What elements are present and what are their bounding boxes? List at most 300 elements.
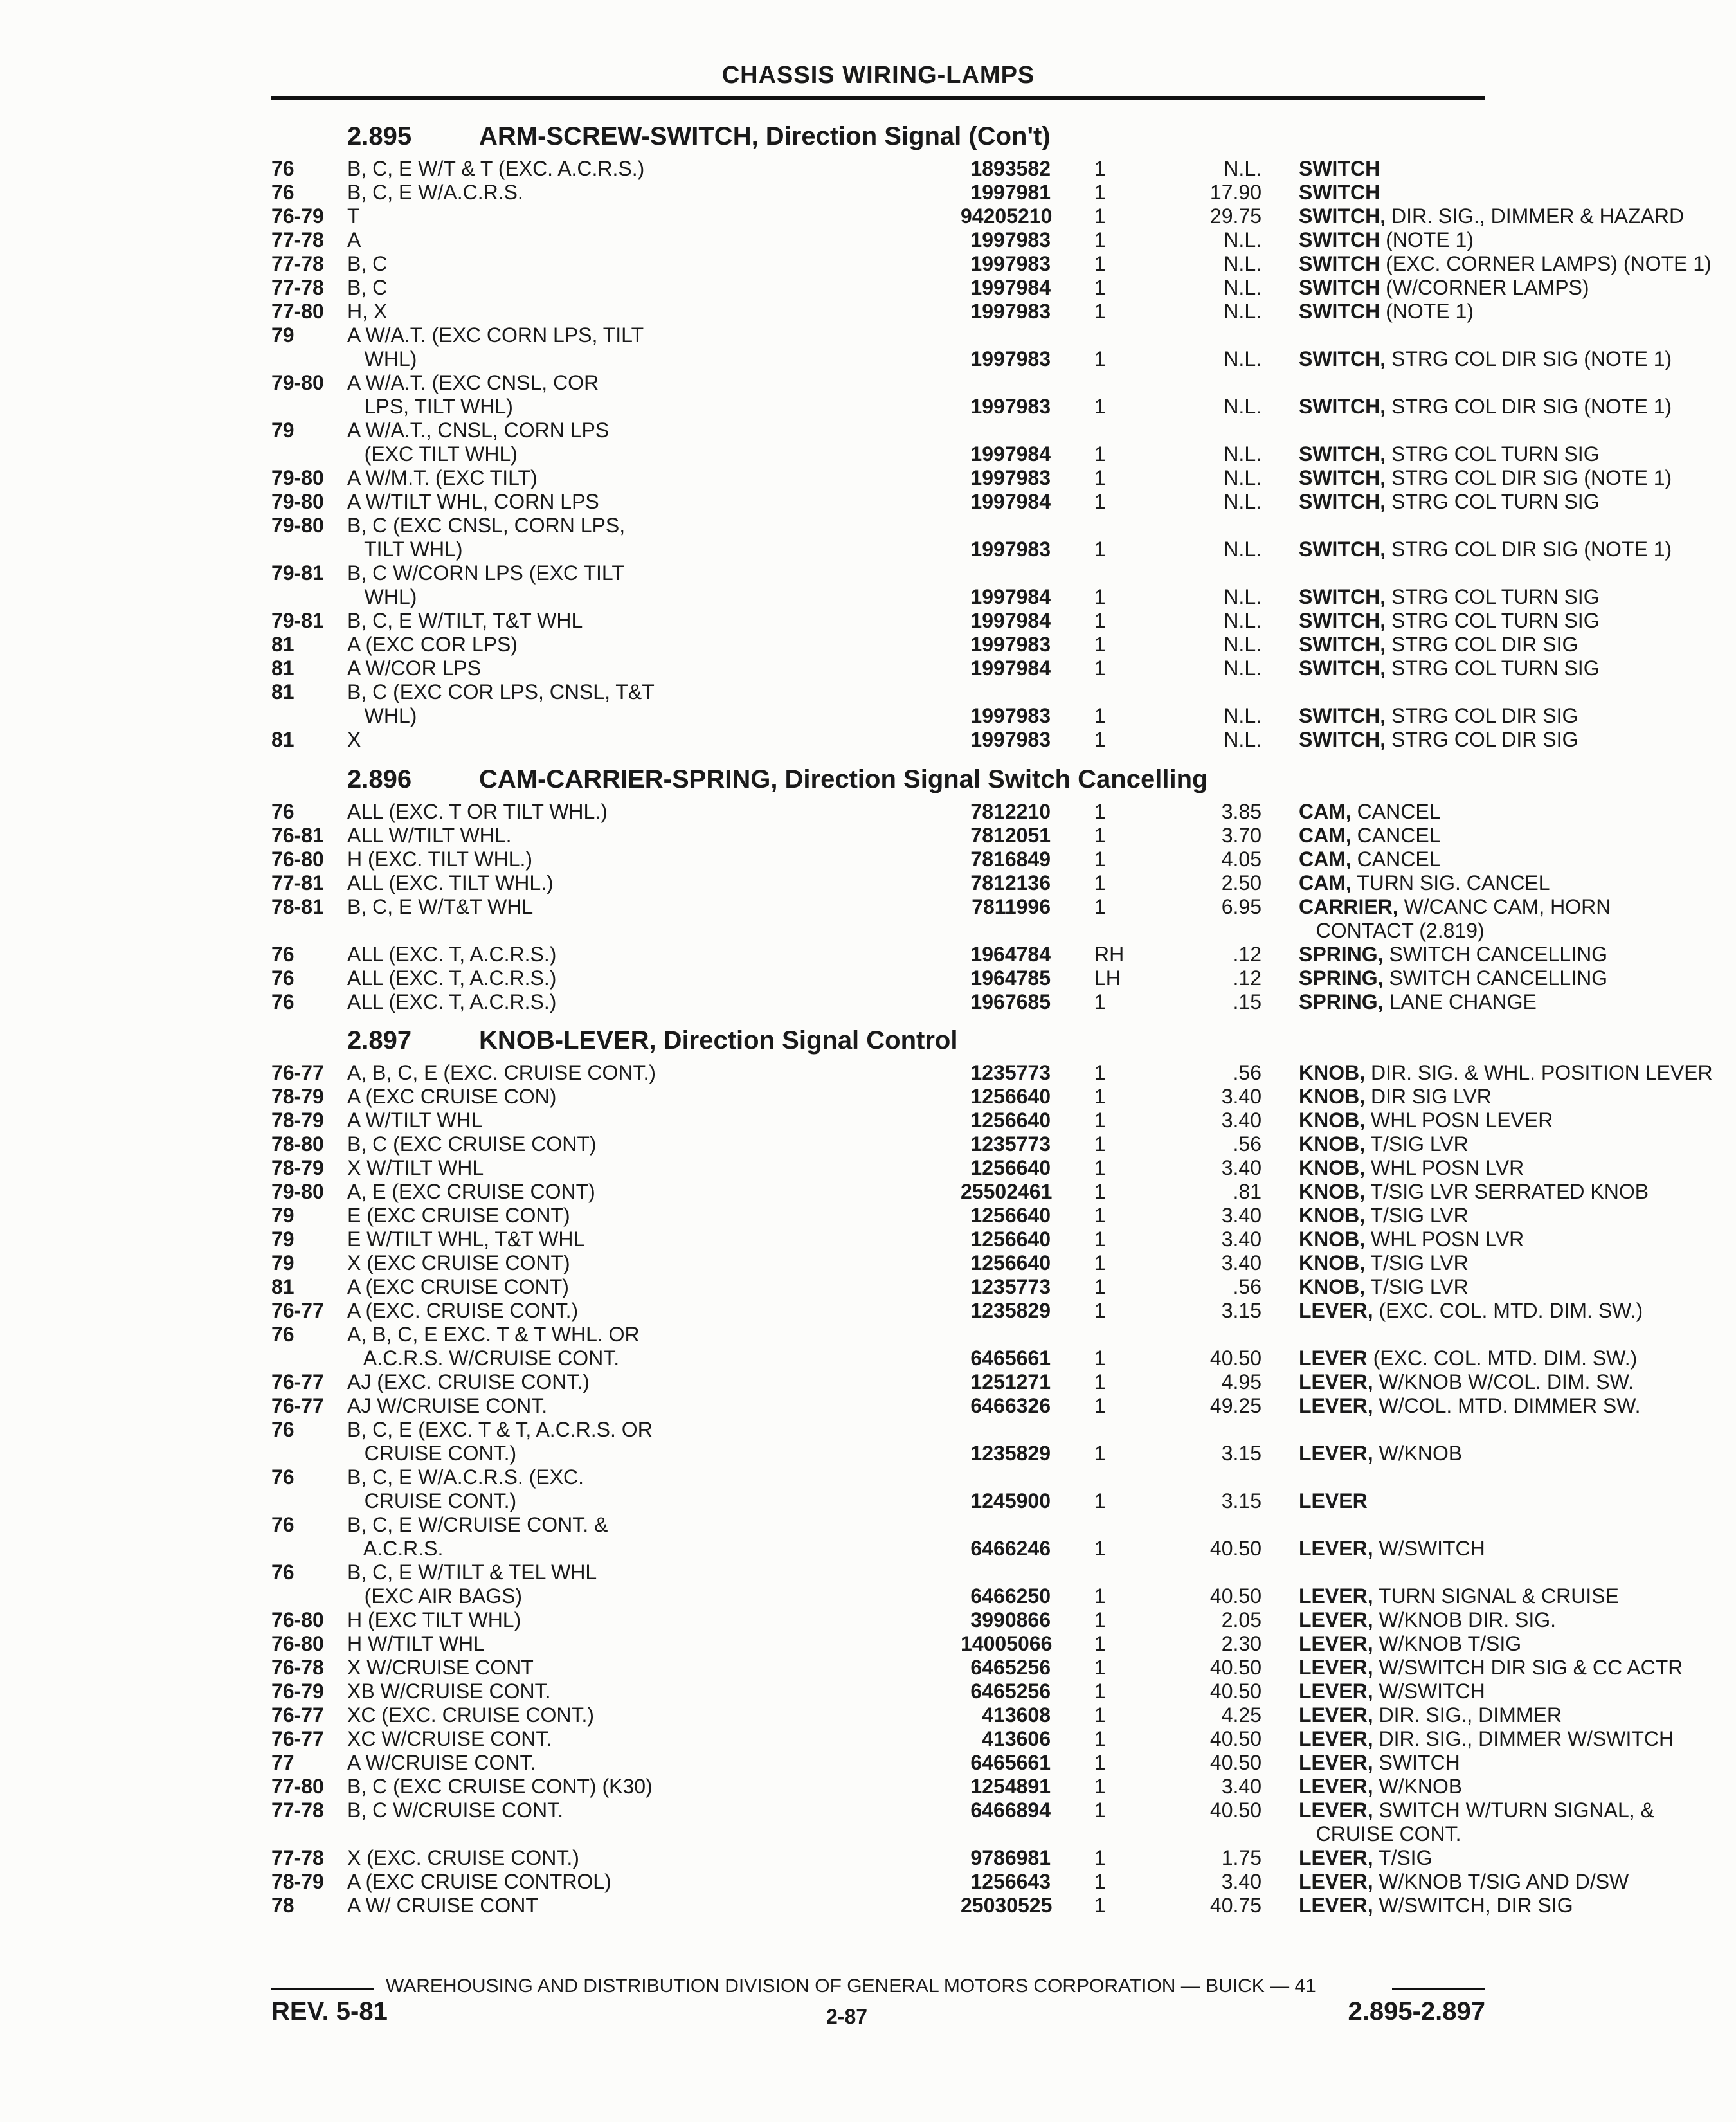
description-cell xyxy=(1299,1085,1736,1108)
description-cell xyxy=(1299,1347,1736,1370)
quantity-cell: 1 xyxy=(1094,252,1106,275)
quantity-cell: LH xyxy=(1094,966,1121,990)
table-row xyxy=(271,848,1485,871)
quantity-cell: 1 xyxy=(1094,1846,1106,1869)
model-cell: A, E (EXC CRUISE CONT) xyxy=(347,1180,595,1203)
description-detail: (EXC. COL. MTD. DIM. SW.) xyxy=(1367,1347,1638,1370)
description-keyword: LEVER, xyxy=(1299,1537,1373,1560)
table-row xyxy=(271,1775,1485,1798)
part-number-cell: 25030525 xyxy=(961,1894,1053,1917)
part-number-cell: 1256640 xyxy=(970,1228,1051,1251)
price-cell: N.L. xyxy=(1224,276,1261,299)
table-row xyxy=(271,1489,1485,1512)
part-number-cell: 1235773 xyxy=(970,1275,1051,1298)
part-number-cell: 1245900 xyxy=(970,1489,1051,1512)
description-cell xyxy=(1299,1275,1736,1298)
part-number-cell: 413606 xyxy=(982,1727,1051,1750)
year-cell: 79-80 xyxy=(271,371,324,394)
part-number-cell: 413608 xyxy=(982,1703,1051,1727)
part-number-cell: 25502461 xyxy=(961,1180,1053,1203)
table-row xyxy=(271,1680,1485,1703)
price-cell: N.L. xyxy=(1224,490,1261,513)
model-cell: A W/TILT WHL xyxy=(347,1109,483,1132)
model-cell: A W/TILT WHL, CORN LPS xyxy=(347,490,599,513)
part-number-cell: 1256640 xyxy=(970,1251,1051,1274)
price-cell: 40.50 xyxy=(1209,1584,1261,1608)
price-cell: N.L. xyxy=(1224,704,1261,727)
table-row xyxy=(271,657,1600,680)
quantity-cell: 1 xyxy=(1094,1156,1106,1179)
description-keyword: KNOB, xyxy=(1299,1275,1366,1298)
description-keyword: SPRING, xyxy=(1299,966,1384,990)
description-cell xyxy=(1299,1775,1736,1798)
description-cell xyxy=(1299,252,1736,275)
table-row xyxy=(271,300,1485,323)
model-cell: B, C, E (EXC. T & T, A.C.R.S. OR xyxy=(347,1418,653,1441)
quantity-cell: 1 xyxy=(1094,704,1106,727)
description-keyword: SWITCH, xyxy=(1299,704,1386,727)
table-row xyxy=(271,395,1672,418)
footer-revision: REV. 5-81 xyxy=(271,1997,388,2026)
price-cell: .81 xyxy=(1233,1180,1261,1203)
model-cell: X W/CRUISE CONT xyxy=(347,1656,534,1679)
year-cell: 76-77 xyxy=(271,1727,324,1750)
quantity-cell: 1 xyxy=(1094,490,1106,513)
table-row xyxy=(271,1370,1634,1393)
description-keyword: SWITCH, xyxy=(1299,585,1386,608)
description-detail: STRG COL DIR SIG xyxy=(1386,704,1578,727)
price-cell: 40.50 xyxy=(1209,1656,1261,1679)
header-rule xyxy=(271,96,1485,100)
quantity-cell: 1 xyxy=(1094,1085,1106,1108)
description-keyword: LEVER, xyxy=(1299,1680,1373,1703)
part-number-cell: 1997984 xyxy=(970,490,1051,513)
description-cell xyxy=(1299,919,1736,942)
year-cell: 76-77 xyxy=(271,1703,324,1727)
year-cell: 79-81 xyxy=(271,609,324,632)
table-row xyxy=(271,1751,1485,1774)
description-detail: DIR SIG LVR xyxy=(1365,1085,1492,1108)
description-keyword: SWITCH, xyxy=(1299,538,1386,561)
table-row xyxy=(271,1061,1713,1084)
year-cell: 76-81 xyxy=(271,824,324,847)
model-cell: A W/A.T., CNSL, CORN LPS xyxy=(347,419,610,442)
price-cell: N.L. xyxy=(1224,538,1261,561)
part-number-cell: 7812051 xyxy=(970,824,1051,847)
year-cell: 79-80 xyxy=(271,1180,324,1203)
table-row xyxy=(271,1347,1638,1370)
price-cell: 3.40 xyxy=(1221,1251,1261,1274)
price-cell: N.L. xyxy=(1224,466,1261,489)
section-title xyxy=(347,122,1051,151)
part-number-cell: 9786981 xyxy=(970,1846,1051,1869)
quantity-cell: 1 xyxy=(1094,1394,1106,1417)
quantity-cell: 1 xyxy=(1094,1347,1106,1370)
description-keyword: LEVER, xyxy=(1299,1846,1373,1869)
quantity-cell: 1 xyxy=(1094,1799,1106,1822)
description-cell xyxy=(1299,466,1736,489)
table-row xyxy=(271,419,1485,442)
part-number-cell: 1997983 xyxy=(970,252,1051,275)
description-keyword: SWITCH xyxy=(1299,276,1380,299)
description-keyword: CAM, xyxy=(1299,871,1352,894)
description-keyword: KNOB, xyxy=(1299,1109,1366,1132)
section-number: 2.896 xyxy=(347,765,412,793)
price-cell: 2.50 xyxy=(1221,871,1261,894)
part-number-cell: 1997983 xyxy=(970,633,1051,656)
description-cell xyxy=(1299,1727,1736,1750)
part-number-cell: 14005066 xyxy=(961,1632,1053,1655)
description-keyword: LEVER, xyxy=(1299,1632,1373,1655)
table-row xyxy=(271,1132,1485,1156)
model-cell: A W/M.T. (EXC TILT) xyxy=(347,466,538,489)
quantity-cell: 1 xyxy=(1094,657,1106,680)
year-cell: 76 xyxy=(271,157,294,180)
description-detail: T/SIG LVR xyxy=(1365,1132,1469,1156)
description-keyword: KNOB, xyxy=(1299,1228,1366,1251)
part-number-cell: 1235773 xyxy=(970,1061,1051,1084)
description-detail: STRG COL TURN SIG xyxy=(1386,490,1600,513)
table-row xyxy=(271,800,1485,823)
table-row xyxy=(271,943,1608,966)
price-cell: 40.50 xyxy=(1209,1347,1261,1370)
section-title xyxy=(347,1026,957,1055)
table-row xyxy=(271,871,1550,894)
year-cell: 81 xyxy=(271,1275,294,1298)
description-keyword: SWITCH xyxy=(1299,181,1380,204)
model-cell: B, C, E W/TILT & TEL WHL xyxy=(347,1561,597,1584)
price-cell: N.L. xyxy=(1224,300,1261,323)
description-detail: STRG COL DIR SIG xyxy=(1386,633,1578,656)
quantity-cell: 1 xyxy=(1094,1775,1106,1798)
description-detail: W/KNOB T/SIG xyxy=(1373,1632,1522,1655)
model-cell: A W/A.T. (EXC CORN LPS, TILT xyxy=(347,323,644,347)
model-cell: A (EXC COR LPS) xyxy=(347,633,518,656)
model-cell: A (EXC. CRUISE CONT.) xyxy=(347,1299,579,1322)
table-row xyxy=(271,1822,1485,1845)
table-row xyxy=(271,585,1600,608)
quantity-cell: 1 xyxy=(1094,1656,1106,1679)
model-cell: ALL (EXC. TILT WHL.) xyxy=(347,871,554,894)
description-cell xyxy=(1299,1442,1736,1465)
model-cell: B, C, E W/TILT, T&T WHL xyxy=(347,609,583,632)
description-detail: CRUISE CONT. xyxy=(1299,1822,1461,1845)
description-keyword: CAM, xyxy=(1299,824,1352,847)
model-cell: B, C (EXC CNSL, CORN LPS, xyxy=(347,514,626,537)
model-cell: ALL (EXC. T OR TILT WHL.) xyxy=(347,800,608,823)
table-row xyxy=(271,204,1685,228)
model-cell: CRUISE CONT.) xyxy=(347,1489,517,1512)
part-number-cell: 1256643 xyxy=(970,1870,1051,1893)
model-cell: B, C (EXC CRUISE CONT) (K30) xyxy=(347,1775,653,1798)
table-row xyxy=(271,1109,1553,1132)
year-cell: 76 xyxy=(271,943,294,966)
description-cell xyxy=(1299,1228,1736,1251)
table-row xyxy=(271,895,1611,918)
year-cell: 77-78 xyxy=(271,276,324,299)
description-keyword: LEVER, xyxy=(1299,1775,1373,1798)
description-keyword: SWITCH, xyxy=(1299,609,1386,632)
year-cell: 78-79 xyxy=(271,1870,324,1893)
description-detail: SWITCH W/TURN SIGNAL, & xyxy=(1373,1799,1654,1822)
table-row xyxy=(271,1465,1485,1489)
description-keyword: LEVER, xyxy=(1299,1727,1373,1750)
year-cell: 76-77 xyxy=(271,1370,324,1393)
description-cell xyxy=(1299,1608,1736,1631)
model-cell: B, C, E W/T & T (EXC. A.C.R.S.) xyxy=(347,157,645,180)
table-row xyxy=(271,1251,1485,1274)
model-cell: WHL) xyxy=(347,585,417,608)
table-row xyxy=(271,561,1485,585)
description-cell xyxy=(1299,157,1736,180)
description-cell xyxy=(1299,1370,1736,1393)
price-cell: 2.30 xyxy=(1221,1632,1261,1655)
description-keyword: LEVER xyxy=(1299,1347,1368,1370)
table-row xyxy=(271,1323,1485,1346)
description-cell xyxy=(1299,1132,1736,1156)
price-cell: 3.40 xyxy=(1221,1156,1261,1179)
description-keyword: SWITCH xyxy=(1299,252,1380,275)
price-cell: 2.05 xyxy=(1221,1608,1261,1631)
price-cell: 3.40 xyxy=(1221,1775,1261,1798)
quantity-cell: RH xyxy=(1094,943,1125,966)
quantity-cell: 1 xyxy=(1094,1489,1106,1512)
description-detail: WHL POSN LVR xyxy=(1365,1228,1524,1251)
section-number: 2.895 xyxy=(347,122,412,150)
description-keyword: CARRIER, xyxy=(1299,895,1398,918)
description-detail: STRG COL TURN SIG xyxy=(1386,657,1600,680)
model-cell: WHL) xyxy=(347,347,417,370)
description-cell xyxy=(1299,1680,1736,1703)
quantity-cell: 1 xyxy=(1094,1370,1106,1393)
model-cell: B, C (EXC CRUISE CONT) xyxy=(347,1132,597,1156)
description-detail: T/SIG LVR xyxy=(1365,1275,1469,1298)
part-number-cell: 6465661 xyxy=(970,1751,1051,1774)
description-detail: W/KNOB T/SIG AND D/SW xyxy=(1373,1870,1629,1893)
table-row xyxy=(271,371,1485,394)
part-number-cell: 1997981 xyxy=(970,181,1051,204)
quantity-cell: 1 xyxy=(1094,1061,1106,1084)
description-detail: CANCEL xyxy=(1351,824,1441,847)
description-cell xyxy=(1299,1751,1736,1774)
year-cell: 76 xyxy=(271,1513,294,1536)
table-row xyxy=(271,1275,1485,1298)
description-keyword: LEVER, xyxy=(1299,1584,1373,1608)
description-detail: STRG COL DIR SIG (NOTE 1) xyxy=(1386,347,1672,370)
description-detail: DIR. SIG., DIMMER xyxy=(1373,1703,1562,1727)
year-cell: 76-77 xyxy=(271,1394,324,1417)
year-cell: 81 xyxy=(271,680,294,703)
quantity-cell: 1 xyxy=(1094,1204,1106,1227)
description-detail: W/KNOB xyxy=(1373,1442,1463,1465)
description-cell xyxy=(1299,824,1736,847)
description-cell xyxy=(1299,633,1736,656)
table-row xyxy=(271,1894,1573,1917)
part-number-cell: 1254891 xyxy=(970,1775,1051,1798)
price-cell: 40.50 xyxy=(1209,1751,1261,1774)
part-number-cell: 1997983 xyxy=(970,728,1051,751)
description-cell xyxy=(1299,181,1736,204)
footer-section-range: 2.895-2.897 xyxy=(1348,1997,1485,2026)
model-cell: T xyxy=(347,204,360,228)
description-keyword: LEVER, xyxy=(1299,1608,1373,1631)
model-cell: A W/ CRUISE CONT xyxy=(347,1894,538,1917)
part-number-cell: 1997983 xyxy=(970,466,1051,489)
quantity-cell: 1 xyxy=(1094,728,1106,751)
price-cell: .12 xyxy=(1233,966,1261,990)
description-detail: W/SWITCH DIR SIG & CC ACTR xyxy=(1373,1656,1683,1679)
description-detail: DIR. SIG., DIMMER & HAZARD xyxy=(1386,204,1685,228)
quantity-cell: 1 xyxy=(1094,442,1106,466)
description-keyword: SWITCH, xyxy=(1299,728,1386,751)
description-cell xyxy=(1299,1656,1736,1679)
quantity-cell: 1 xyxy=(1094,276,1106,299)
model-cell: ALL W/TILT WHL. xyxy=(347,824,512,847)
table-row xyxy=(271,490,1600,513)
year-cell: 76-80 xyxy=(271,848,324,871)
description-cell xyxy=(1299,1489,1736,1512)
price-cell: N.L. xyxy=(1224,442,1261,466)
quantity-cell: 1 xyxy=(1094,1680,1106,1703)
model-cell: B, C W/CRUISE CONT. xyxy=(347,1799,564,1822)
table-row xyxy=(271,1727,1674,1750)
year-cell: 77-80 xyxy=(271,1775,324,1798)
description-keyword: LEVER, xyxy=(1299,1394,1373,1417)
description-keyword: SPRING, xyxy=(1299,943,1384,966)
description-detail: WHL POSN LVR xyxy=(1365,1156,1524,1179)
quantity-cell: 1 xyxy=(1094,1228,1106,1251)
quantity-cell: 1 xyxy=(1094,1703,1106,1727)
description-detail: W/KNOB xyxy=(1373,1775,1463,1798)
year-cell: 79-81 xyxy=(271,561,324,585)
table-row xyxy=(271,1299,1643,1322)
description-cell xyxy=(1299,895,1736,918)
section-name: ARM-SCREW-SWITCH, Direction Signal (Con't) xyxy=(479,122,1051,150)
model-cell: X (EXC. CRUISE CONT.) xyxy=(347,1846,579,1869)
description-detail: STRG COL DIR SIG (NOTE 1) xyxy=(1386,395,1672,418)
table-row xyxy=(271,1846,1485,1869)
section-number: 2.897 xyxy=(347,1026,412,1055)
description-detail: STRG COL DIR SIG xyxy=(1386,728,1578,751)
table-row xyxy=(271,252,1712,275)
description-cell xyxy=(1299,1632,1736,1655)
description-keyword: KNOB, xyxy=(1299,1132,1366,1156)
price-cell: 40.50 xyxy=(1209,1537,1261,1560)
table-row xyxy=(271,1442,1485,1465)
table-row xyxy=(271,1204,1485,1227)
model-cell: A xyxy=(347,228,361,251)
model-cell: XC (EXC. CRUISE CONT.) xyxy=(347,1703,595,1727)
description-keyword: SWITCH, xyxy=(1299,490,1386,513)
description-keyword: CAM, xyxy=(1299,800,1352,823)
price-cell: 40.50 xyxy=(1209,1680,1261,1703)
price-cell: 49.25 xyxy=(1209,1394,1261,1417)
table-row xyxy=(271,228,1485,251)
description-detail: SWITCH CANCELLING xyxy=(1383,943,1608,966)
price-cell: .56 xyxy=(1233,1061,1261,1084)
description-keyword: SWITCH, xyxy=(1299,657,1386,680)
year-cell: 76-77 xyxy=(271,1299,324,1322)
table-row xyxy=(271,347,1672,370)
description-keyword: KNOB, xyxy=(1299,1204,1366,1227)
table-row xyxy=(271,1085,1492,1108)
part-number-cell: 6465256 xyxy=(970,1656,1051,1679)
model-cell: X (EXC CRUISE CONT) xyxy=(347,1251,570,1274)
description-keyword: SWITCH xyxy=(1299,300,1380,323)
footer-rule-right xyxy=(1392,1988,1485,1990)
part-number-cell: 3990866 xyxy=(970,1608,1051,1631)
description-detail: DIR. SIG., DIMMER W/SWITCH xyxy=(1373,1727,1674,1750)
description-cell xyxy=(1299,1204,1736,1227)
price-cell: 4.95 xyxy=(1221,1370,1261,1393)
model-cell: A (EXC CRUISE CONTROL) xyxy=(347,1870,611,1893)
description-detail: STRG COL TURN SIG xyxy=(1386,609,1600,632)
table-row xyxy=(271,1537,1485,1560)
part-number-cell: 1997984 xyxy=(970,609,1051,632)
year-cell: 77-78 xyxy=(271,228,324,251)
description-cell xyxy=(1299,1870,1736,1893)
price-cell: N.L. xyxy=(1224,585,1261,608)
model-cell: A W/A.T. (EXC CNSL, COR xyxy=(347,371,599,394)
year-cell: 76-78 xyxy=(271,1656,324,1679)
model-cell: H (EXC. TILT WHL.) xyxy=(347,848,533,871)
description-detail: W/CANC CAM, HORN xyxy=(1398,895,1611,918)
table-row xyxy=(271,966,1608,990)
quantity-cell: 1 xyxy=(1094,1132,1106,1156)
model-cell: X xyxy=(347,728,361,751)
model-cell: B, C (EXC COR LPS, CNSL, T&T xyxy=(347,680,655,703)
description-keyword: LEVER, xyxy=(1299,1870,1373,1893)
table-row xyxy=(271,633,1578,656)
description-keyword: KNOB, xyxy=(1299,1180,1366,1203)
year-cell: 77-81 xyxy=(271,871,324,894)
price-cell: N.L. xyxy=(1224,633,1261,656)
table-row xyxy=(271,157,1485,180)
description-keyword: LEVER, xyxy=(1299,1703,1373,1727)
part-number-cell: 1893582 xyxy=(970,157,1051,180)
description-cell xyxy=(1299,490,1736,513)
description-cell xyxy=(1299,395,1736,418)
table-row xyxy=(271,442,1600,466)
section-name: CAM-CARRIER-SPRING, Direction Signal Switch Cancelling xyxy=(479,765,1208,793)
model-cell: B, C W/CORN LPS (EXC TILT xyxy=(347,561,624,585)
section-name: KNOB-LEVER, Direction Signal Control xyxy=(479,1026,958,1055)
year-cell: 76-79 xyxy=(271,1680,324,1703)
quantity-cell: 1 xyxy=(1094,1870,1106,1893)
year-cell: 79 xyxy=(271,1251,294,1274)
part-number-cell: 1235829 xyxy=(970,1442,1051,1465)
part-number-cell: 94205210 xyxy=(961,204,1053,228)
description-keyword: LEVER, xyxy=(1299,1751,1373,1774)
quantity-cell: 1 xyxy=(1094,609,1106,632)
table-row xyxy=(271,514,1485,537)
quantity-cell: 1 xyxy=(1094,228,1106,251)
table-row xyxy=(271,1799,1654,1822)
description-detail: W/COL. MTD. DIMMER SW. xyxy=(1373,1394,1641,1417)
description-cell xyxy=(1299,1109,1736,1132)
model-cell: WHL) xyxy=(347,704,417,727)
description-keyword: LEVER, xyxy=(1299,1894,1373,1917)
part-number-cell: 1997983 xyxy=(970,300,1051,323)
description-detail: CANCEL xyxy=(1351,800,1441,823)
price-cell: 4.25 xyxy=(1221,1703,1261,1727)
description-keyword: LEVER, xyxy=(1299,1299,1373,1322)
price-cell: 40.75 xyxy=(1209,1894,1261,1917)
part-number-cell: 1235829 xyxy=(970,1299,1051,1322)
year-cell: 76 xyxy=(271,990,294,1013)
table-row xyxy=(271,1228,1524,1251)
description-cell xyxy=(1299,1180,1736,1203)
